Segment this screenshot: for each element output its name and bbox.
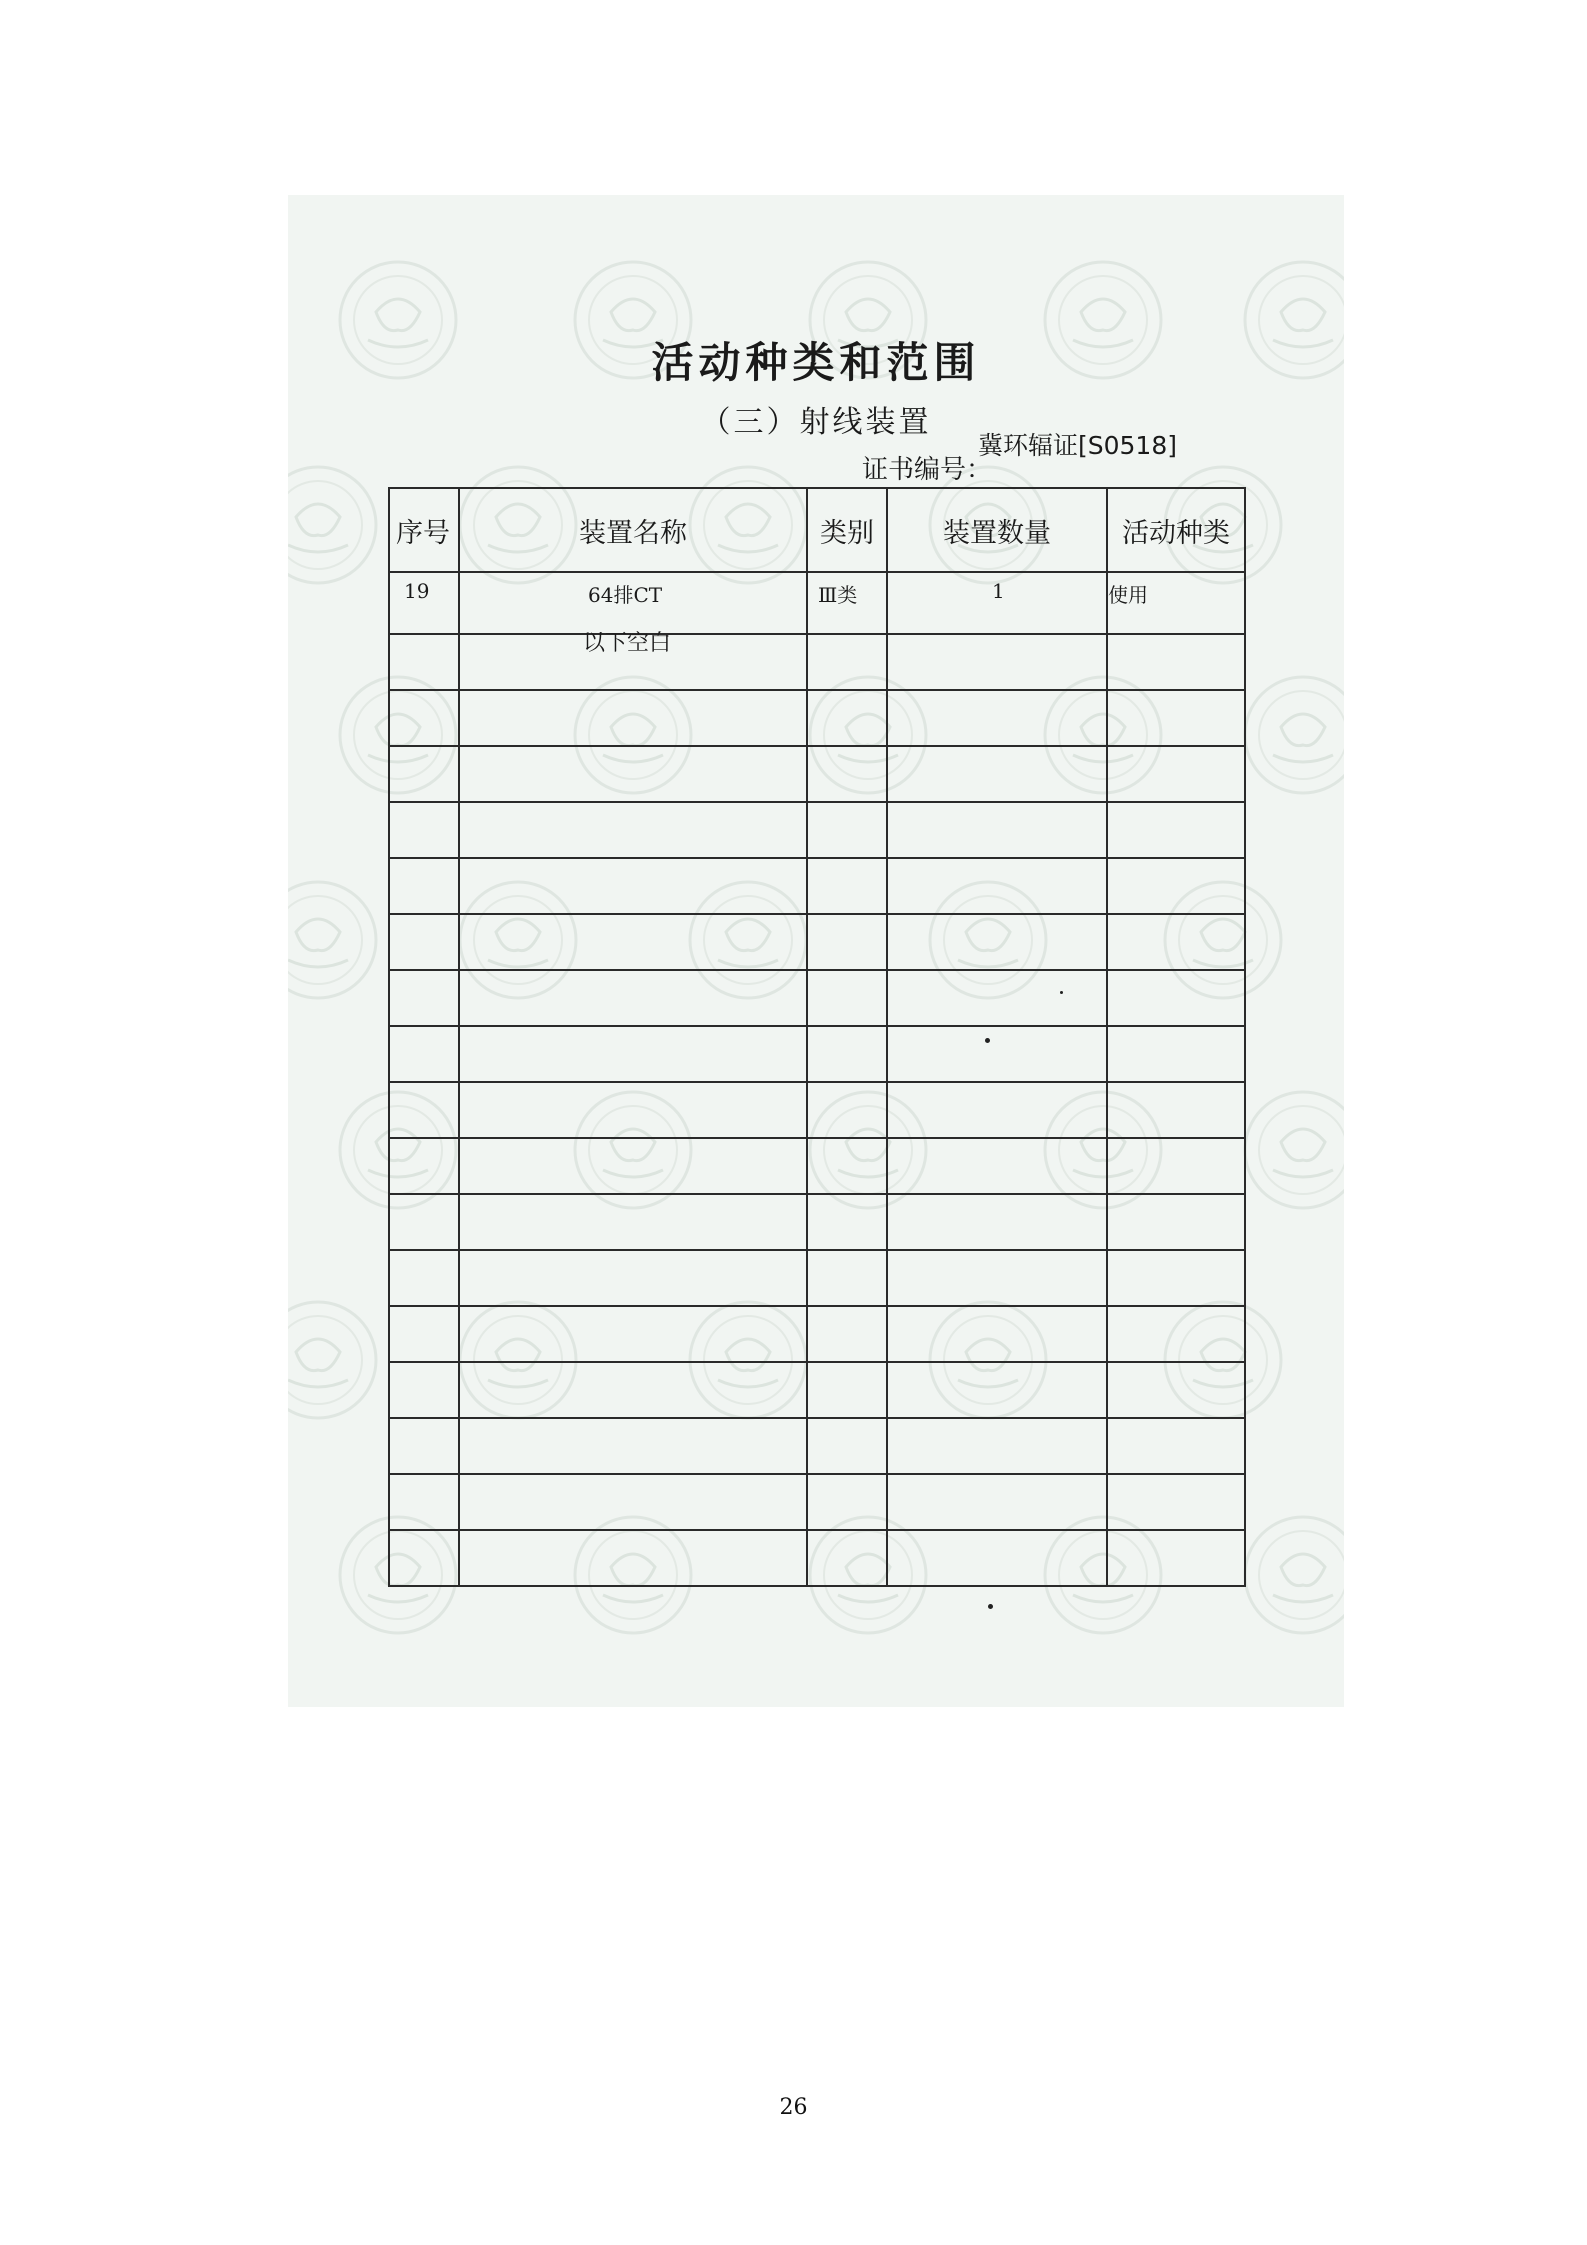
table-row <box>389 1306 1245 1362</box>
table-row <box>389 802 1245 858</box>
row-cell-category <box>807 1194 887 1250</box>
row-cell-index <box>389 914 459 970</box>
row-cell-device-name <box>459 1138 807 1194</box>
row-cell-category: Ⅲ类 <box>807 572 887 634</box>
row-cell-activity-type: 使用 <box>1107 572 1245 634</box>
header-cell-index: 序号 <box>389 488 459 572</box>
row-cell-quantity <box>887 914 1107 970</box>
row-cell-device-name <box>459 746 807 802</box>
row-cell-device-name <box>459 1082 807 1138</box>
row-cell-device-name <box>459 1474 807 1530</box>
table-row <box>389 572 1245 634</box>
row-cell-quantity <box>887 1194 1107 1250</box>
row-cell-index <box>389 1082 459 1138</box>
row-cell-index: 19 <box>389 572 459 634</box>
row-cell-activity-type <box>1107 1418 1245 1474</box>
row-cell-index <box>389 1026 459 1082</box>
row-cell-activity-type <box>1107 1474 1245 1530</box>
row-cell-activity-type <box>1107 634 1245 690</box>
row-cell-quantity <box>887 1250 1107 1306</box>
row-cell-quantity <box>887 1474 1107 1530</box>
row-cell-category <box>807 970 887 1026</box>
row-cell-quantity <box>887 1362 1107 1418</box>
row-cell-category <box>807 1082 887 1138</box>
table-row <box>389 1082 1245 1138</box>
row-cell-activity-type <box>1107 1306 1245 1362</box>
row-cell-index <box>389 1474 459 1530</box>
row-cell-device-name <box>459 1530 807 1586</box>
row-cell-index <box>389 1306 459 1362</box>
row-cell-category <box>807 746 887 802</box>
row-cell-activity-type <box>1107 1138 1245 1194</box>
table-row <box>389 1194 1245 1250</box>
row-cell-activity-type <box>1107 914 1245 970</box>
certificate-number-label: 证书编号： <box>862 455 993 485</box>
row-cell-quantity: 1 <box>887 572 1107 634</box>
table-row <box>389 858 1245 914</box>
row-cell-quantity <box>887 690 1107 746</box>
row-cell-device-name <box>459 802 807 858</box>
table-row <box>389 1138 1245 1194</box>
row-cell-quantity <box>887 634 1107 690</box>
row-cell-quantity <box>887 1138 1107 1194</box>
table-row <box>389 1474 1245 1530</box>
row-cell-index <box>389 1530 459 1586</box>
header-cell-quantity: 装置数量 <box>887 488 1107 572</box>
row-cell-index <box>389 1138 459 1194</box>
row-cell-category <box>807 914 887 970</box>
row-cell-activity-type <box>1107 690 1245 746</box>
row-cell-quantity <box>887 1418 1107 1474</box>
row-cell-device-name <box>459 1362 807 1418</box>
row-cell-category <box>807 1418 887 1474</box>
row-cell-quantity <box>887 1306 1107 1362</box>
row-cell-device-name <box>459 1026 807 1082</box>
row-cell-index <box>389 1418 459 1474</box>
table-row <box>389 634 1245 690</box>
scan-speck <box>988 1604 993 1609</box>
table-row <box>389 1026 1245 1082</box>
row-cell-activity-type <box>1107 746 1245 802</box>
radiation-device-table <box>388 487 1246 1587</box>
row-cell-device-name <box>459 1250 807 1306</box>
page-number: 26 <box>779 2095 808 2120</box>
scan-speck <box>1060 991 1063 994</box>
row-cell-quantity <box>887 1082 1107 1138</box>
table-row <box>389 1530 1245 1586</box>
table-row <box>389 914 1245 970</box>
row-cell-device-name <box>459 858 807 914</box>
row-cell-activity-type <box>1107 802 1245 858</box>
row-cell-device-name <box>459 914 807 970</box>
row-cell-index <box>389 858 459 914</box>
row-cell-quantity <box>887 802 1107 858</box>
row-cell-index <box>389 746 459 802</box>
row-cell-activity-type <box>1107 858 1245 914</box>
row-cell-index <box>389 1194 459 1250</box>
row-cell-category <box>807 634 887 690</box>
row-cell-category <box>807 802 887 858</box>
table-header-row <box>389 488 1245 572</box>
row-cell-index <box>389 1362 459 1418</box>
row-cell-device-name <box>459 690 807 746</box>
row-cell-activity-type <box>1107 1250 1245 1306</box>
table-row <box>389 1250 1245 1306</box>
scan-speck <box>985 1038 990 1043</box>
row-cell-category <box>807 1362 887 1418</box>
row-cell-index <box>389 690 459 746</box>
row-cell-category <box>807 1474 887 1530</box>
header-cell-activity-type: 活动种类 <box>1107 488 1245 572</box>
row-cell-activity-type <box>1107 1082 1245 1138</box>
row-cell-activity-type <box>1107 1362 1245 1418</box>
row-cell-category <box>807 1138 887 1194</box>
row-cell-quantity <box>887 970 1107 1026</box>
section-subtitle: （三）射线装置 <box>700 405 932 440</box>
row-cell-index <box>389 634 459 690</box>
row-cell-index <box>389 802 459 858</box>
row-cell-device-name <box>459 1194 807 1250</box>
table-row <box>389 1362 1245 1418</box>
row-cell-index <box>389 1250 459 1306</box>
row-cell-category <box>807 1530 887 1586</box>
row-cell-quantity <box>887 746 1107 802</box>
row-cell-device-name <box>459 1418 807 1474</box>
row-cell-activity-type <box>1107 970 1245 1026</box>
row-cell-device-name: 64排CT <box>459 572 807 634</box>
row-cell-activity-type <box>1107 1530 1245 1586</box>
blank-below-note: 以下空白 <box>583 631 672 656</box>
table-row <box>389 970 1245 1026</box>
certificate-number-value: 冀环辐证[S0518] <box>978 431 1177 460</box>
row-cell-category <box>807 858 887 914</box>
row-cell-category <box>807 1250 887 1306</box>
row-cell-quantity <box>887 1026 1107 1082</box>
row-cell-device-name <box>459 1306 807 1362</box>
row-cell-activity-type <box>1107 1194 1245 1250</box>
row-cell-quantity <box>887 1530 1107 1586</box>
row-cell-device-name <box>459 970 807 1026</box>
table-row <box>389 1418 1245 1474</box>
table-row <box>389 690 1245 746</box>
row-cell-index <box>389 970 459 1026</box>
row-cell-category <box>807 1026 887 1082</box>
row-cell-category <box>807 690 887 746</box>
row-cell-category <box>807 1306 887 1362</box>
header-cell-device-name: 装置名称 <box>459 488 807 572</box>
page-title: 活动种类和范围 <box>651 338 981 387</box>
header-cell-category: 类别 <box>807 488 887 572</box>
table-row <box>389 746 1245 802</box>
row-cell-quantity <box>887 858 1107 914</box>
row-cell-activity-type <box>1107 1026 1245 1082</box>
